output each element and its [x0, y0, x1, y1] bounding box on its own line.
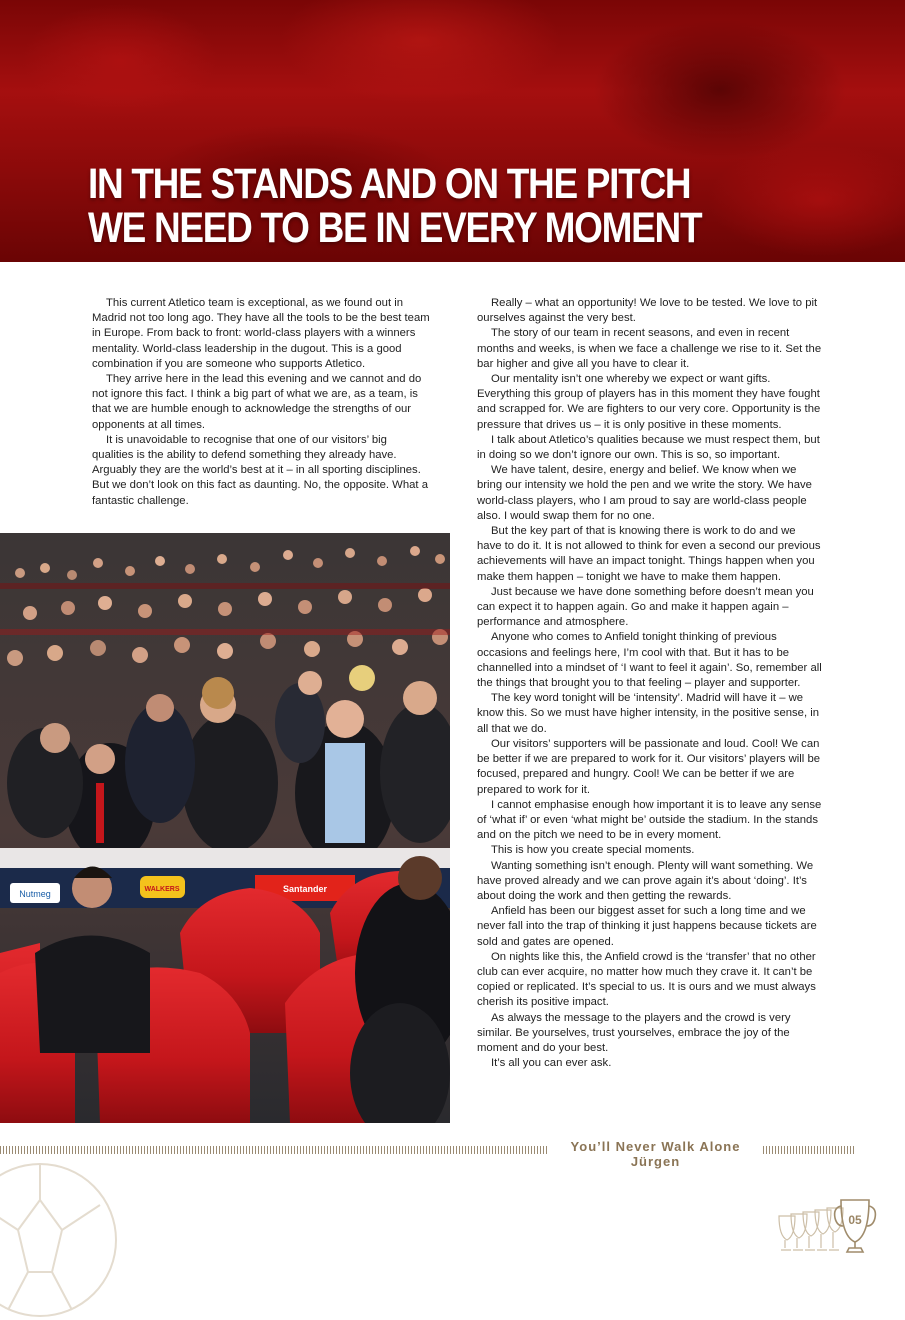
paragraph: This current Atletico team is exceptional, as we found out in Madrid not too long ago. They have all the tools to be the best team in Europe. From back to front: world-class players with a winners mentality. World-class leadership in the dugout. This is a good combination if you are someone who supports Atletico.: [92, 297, 430, 370]
paragraph: Anyone who comes to Anfield tonight thinking of previous occasions and feelings here, I’m cool with that. But it has to be channelled into a mindset of ‘I want to feel it again’. So, remember all the things that brought you to that feeling – player and supporter.: [477, 631, 822, 690]
paragraph: We have talent, desire, energy and belief. We know when we bring our intensity we hold the pen and we write the story. We have world-class players, who I am proud to say are world-class people also. I would swap them for no one.: [477, 464, 812, 522]
footer-rule-left: [0, 1146, 548, 1154]
paragraph: But the key part of that is knowing there is work to do and we have to do it. It is not allowed to think for even a second our previous achievements will have an impact tonight. Things happen when you make them happen – tonight we have to make them happen.: [477, 525, 821, 583]
advert-nutmeg: Nutmeg: [19, 889, 51, 899]
signoff-name: Jürgen: [630, 1154, 681, 1169]
page-number: 05: [848, 1213, 862, 1227]
article-column-right: [477, 296, 822, 1071]
paragraph: On nights like this, the Anfield crowd is the ‘transfer’ that no other club can ever acquire, no matter how much they crave it. It can’t be copied or replicated. It’s special to us. It is ours and we must always cherish its positive impact.: [477, 950, 816, 1009]
paragraph: Wanting something isn’t enough. Plenty will want something. We have proved already and we can prove again it’s about ‘doing’. It’s about doing the work and then getting the rewards.: [477, 859, 814, 902]
title-line-2: WE NEED TO BE IN EVERY MOMENT: [88, 204, 702, 252]
paragraph: Our mentality isn’t one whereby we expect or want gifts. Everything this group of players has in this moment they have fought and scrapped for. We are fighters to our very core. Opportunity is the pressure that drives us – it is only positive in these moments.: [477, 373, 821, 431]
paragraph: It is unavoidable to recognise that one of our visitors’ big qualities is the ability to defend something they already have. Arguably they are the world’s best at it – in all sporting disciplines. But we don’t look on this fact as daunting. No, the opposite. What a fantastic challenge.: [92, 433, 428, 507]
advert-santander: Santander: [282, 884, 328, 894]
article-column-left: [92, 296, 430, 509]
paragraph: I talk about Atletico’s qualities because we must respect them, but in doing so we don’t ignore our own. This is so, so important.: [477, 433, 820, 462]
paragraph: They arrive here in the lead this evening and we cannot and do not ignore this fact. I think a big part of what we are, as a team, is that we are humble enough to acknowledge the strengths of our opponents at all times.: [92, 373, 422, 431]
title-line-1: IN THE STANDS AND ON THE PITCH: [88, 160, 691, 208]
paragraph: Anfield has been our biggest asset for such a long time and we never fall into the trap of thinking it just happens because tickets are sold and gates are opened.: [477, 905, 817, 948]
paragraph: As always the message to the players and the crowd is very similar. Be yourselves, trust yourselves, embrace the joy of the moment and do your best.: [477, 1011, 791, 1054]
paragraph: I cannot emphasise enough how important it is to leave any sense of ‘what if’ or even ‘what might be’ outside the stadium. In the stands and on the pitch we need to be in every moment.: [477, 798, 822, 842]
football-outline-icon: [0, 1160, 120, 1320]
paragraph: Just because we have done something before doesn’t mean you can expect it to happen again. Go and make it happen again – performance and atmosphere.: [477, 585, 814, 629]
advert-walkers: WALKERS: [144, 886, 180, 893]
signoff: [548, 1139, 763, 1169]
paragraph: It’s all you can ever ask.: [491, 1057, 612, 1070]
paragraph: The story of our team in recent seasons, and even in recent months and weeks, is when we face a challenge we rise to it. Set the bar higher and give all you have to clear it.: [477, 327, 822, 370]
paragraph: Our visitors’ supporters will be passionate and loud. Cool! We can be better if we are prepared to work for it. Our visitors’ players will be focused, prepared and hungry. Cool! We can be better if we are prepared to work for it.: [477, 737, 821, 796]
stadium-crowd-image: [0, 533, 450, 1123]
page-title: [88, 162, 701, 250]
paragraph: Really – what an opportunity! We love to be tested. We love to pit ourselves against the very best.: [477, 297, 818, 325]
signoff-motto: You’ll Never Walk Alone: [570, 1139, 741, 1154]
paragraph: The key word tonight will be ‘intensity’. Madrid will have it – we know this. So we must have higher intensity, in the positive sense, in all that we do.: [477, 692, 820, 735]
paragraph: This is how you create special moments.: [491, 844, 695, 857]
footer-rule-right: [763, 1146, 855, 1154]
crowd-photo: [0, 533, 450, 1123]
header-banner: [0, 0, 905, 262]
